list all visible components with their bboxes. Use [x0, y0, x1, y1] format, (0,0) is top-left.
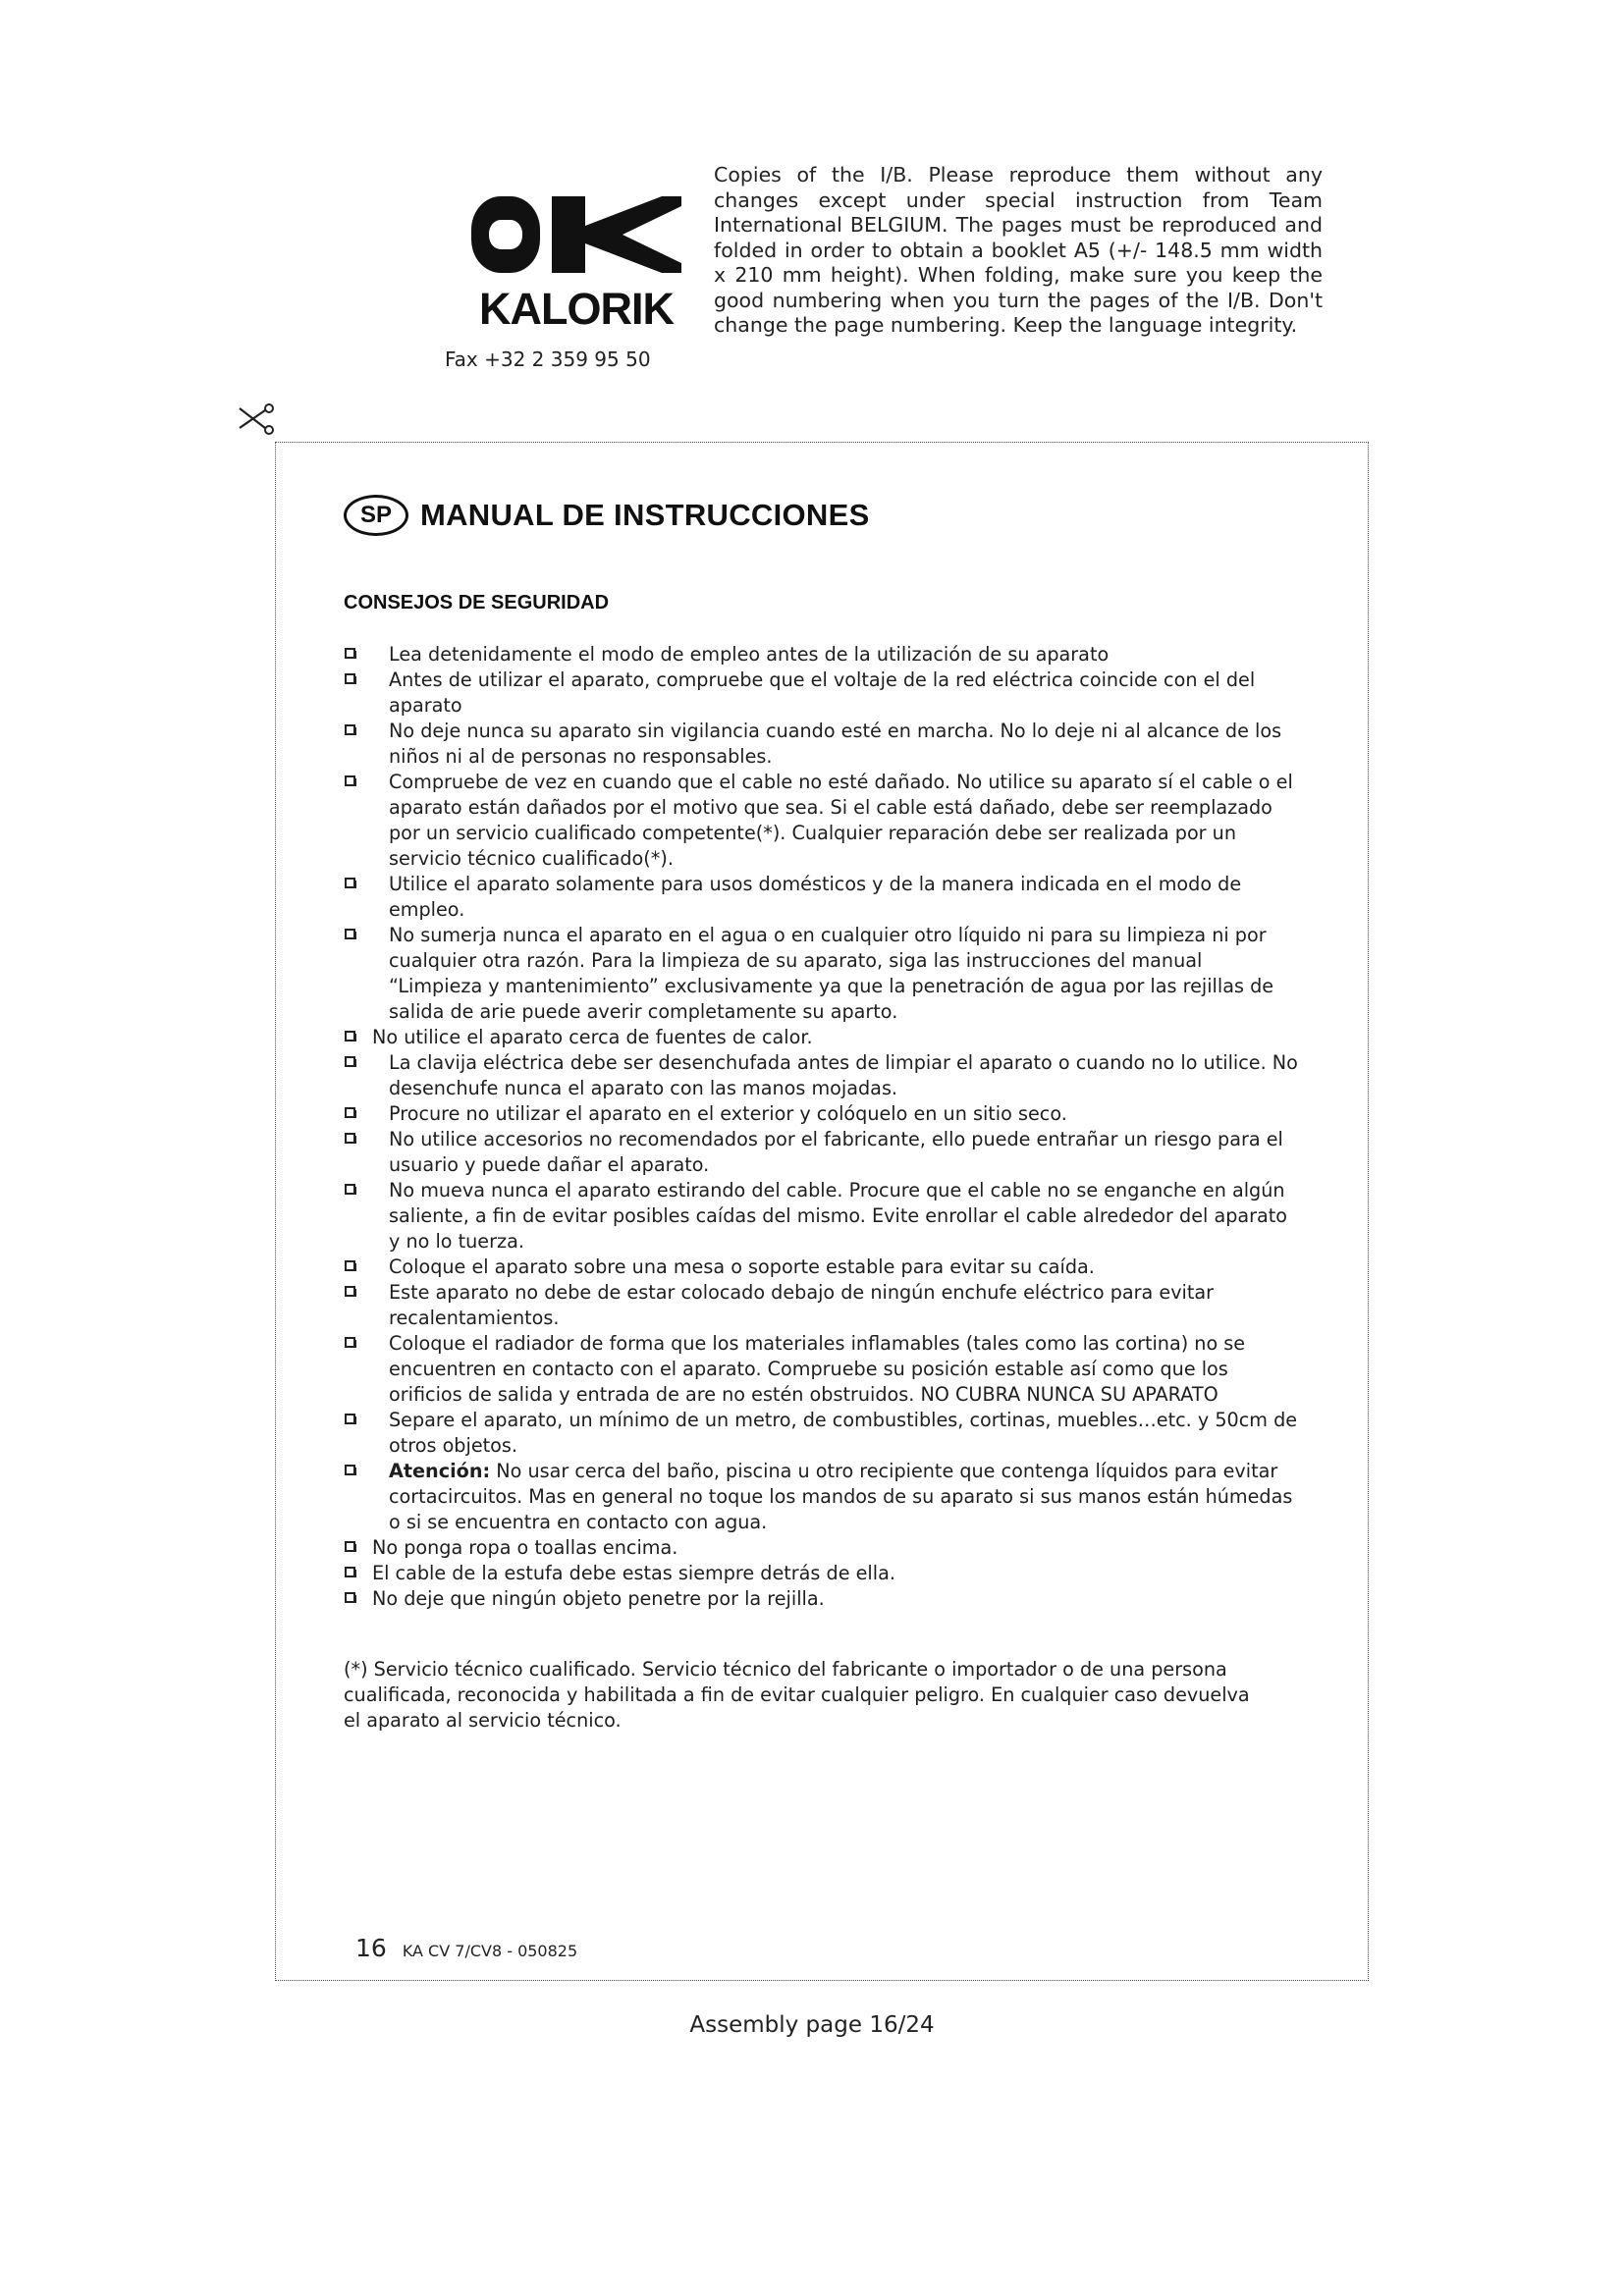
checkbox-bullet-icon [345, 648, 355, 659]
list-item: La clavija eléctrica debe ser desenchufada antes de limpiar el aparato o cuando no lo utilice. No desenchufe nunca el aparato con las manos mojadas. [344, 1050, 1298, 1101]
checkbox-bullet-icon [345, 1056, 355, 1067]
section-heading: CONSEJOS DE SEGURIDAD [344, 592, 610, 614]
page-footer [355, 1934, 577, 1962]
checkbox-bullet-icon [345, 878, 355, 888]
list-item: El cable de la estufa debe estas siempre detrás de ella. [344, 1561, 1298, 1586]
brand-name: KALORIK [479, 284, 674, 334]
assembly-page-label: Assembly page 16/24 [689, 2012, 935, 2038]
list-item: Compruebe de vez en cuando que el cable no esté dañado. No utilice su aparato sí el cable o el aparato están dañados por el motivo que sea. Si el cable está dañado, debe ser reemplazado por un servicio cualificado competente(*). Cualquier reparación debe ser realizada por un servicio técnico cualificado(*). [344, 770, 1298, 872]
list-item: Este aparato no debe de estar colocado debajo de ningún enchufe eléctrico para evitar recalentamientos. [344, 1280, 1298, 1331]
manual-title: MANUAL DE INSTRUCCIONES [420, 498, 870, 532]
page-number: 16 [355, 1934, 387, 1962]
list-item: Lea detenidamente el modo de empleo antes de la utilización de su aparato [344, 642, 1298, 667]
checkbox-bullet-icon [345, 1286, 355, 1297]
attention-label: Atención: [389, 1460, 491, 1482]
checkbox-bullet-icon [345, 1592, 355, 1603]
list-item: Antes de utilizar el aparato, compruebe que el voltaje de la red eléctrica coincide con el del aparato [344, 667, 1298, 719]
list-item: No sumerja nunca el aparato en el agua o en cualquier otro líquido ni para su limpieza ni por cualquier otra razón. Para la limpieza de su aparato, siga las instrucciones del manual “Limpieza y mantenimiento” exclusivamente ya que la penetración de agua por las rejillas de salida de arie puede averir completamente su aparto. [344, 923, 1298, 1025]
language-badge: SP [344, 495, 408, 536]
list-item: Coloque el radiador de forma que los materiales inflamables (tales como las cortina) no se encuentren en contacto con el aparato. Compruebe su posición estable así como que los orificios de salida y entrada de are no estén obstruidos. NO CUBRA NUNCA SU APARATO [344, 1331, 1298, 1408]
kalorik-logo [469, 192, 683, 336]
fax-number: Fax +32 2 359 95 50 [445, 347, 651, 371]
list-item: No mueva nunca el aparato estirando del cable. Procure que el cable no se enganche en algún saliente, a fin de evitar posibles caídas del mismo. Evite enrollar el cable alrededor del aparato y no lo tuerza. [344, 1178, 1298, 1255]
safety-list [344, 642, 1298, 1612]
list-item: No deje que ningún objeto penetre por la rejilla. [344, 1586, 1298, 1612]
checkbox-bullet-icon [345, 1337, 355, 1348]
checkbox-bullet-icon [345, 1184, 355, 1195]
checkbox-bullet-icon [345, 673, 355, 684]
checkbox-bullet-icon [345, 1031, 355, 1041]
checkbox-bullet-icon [345, 1133, 355, 1144]
checkbox-bullet-icon [345, 1465, 355, 1475]
list-item: No utilice el aparato cerca de fuentes de calor. [344, 1025, 1298, 1050]
checkbox-bullet-icon [345, 929, 355, 939]
list-item: No utilice accesorios no recomendados por el fabricante, ello puede entrañar un riesgo para el usuario y puede dañar el aparato. [344, 1127, 1298, 1178]
checkbox-bullet-icon [345, 1260, 355, 1271]
manual-title-row [344, 493, 870, 538]
list-item: Atención: No usar cerca del baño, piscina u otro recipiente que contenga líquidos para evitar cortacircuitos. Mas en general no toque los mandos de su aparato si sus manos están húmedas o si se encuentra en contacto con agua. [344, 1459, 1298, 1535]
footnote: (*) Servicio técnico cualificado. Servicio técnico del fabricante o importador o de una persona cualificada, reconocida y habilitada a fin de evitar cualquier peligro. En cualquier caso devuelva el aparato al servicio técnico. [344, 1658, 1250, 1732]
checkbox-bullet-icon [345, 1107, 355, 1118]
checkbox-bullet-icon [345, 1567, 355, 1577]
printing-instructions: Copies of the I/B. Please reproduce them without any changes except under special instruction from Team International BELGIUM. The pages must be reproduced and folded in order to obtain a booklet A5 (+/- 148.5 mm width x 210 mm height). When folding, make sure you keep the good numbering when you turn the pages of the I/B. Don't change the page numbering. Keep the language integrity. [714, 163, 1323, 337]
list-item: Procure no utilizar el aparato en el exterior y colóquelo en un sitio seco. [344, 1101, 1298, 1127]
checkbox-bullet-icon [345, 724, 355, 735]
checkbox-bullet-icon [345, 1541, 355, 1552]
model-code: KA CV 7/CV8 - 050825 [402, 1942, 578, 1960]
list-item: No ponga ropa o toallas encima. [344, 1535, 1298, 1561]
list-item: Coloque el aparato sobre una mesa o soporte estable para evitar su caída. [344, 1255, 1298, 1280]
checkbox-bullet-icon [345, 1414, 355, 1424]
list-item: Utilice el aparato solamente para usos domésticos y de la manera indicada en el modo de empleo. [344, 872, 1298, 923]
list-item: Separe el aparato, un mínimo de un metro, de combustibles, cortinas, muebles…etc. y 50cm de otros objetos. [344, 1408, 1298, 1459]
scissors-icon [236, 402, 279, 438]
kalorik-mark-icon [469, 192, 683, 287]
list-item: No deje nunca su aparato sin vigilancia cuando esté en marcha. No lo deje ni al alcance de los niños ni al de personas no responsables. [344, 719, 1298, 770]
checkbox-bullet-icon [345, 775, 355, 786]
